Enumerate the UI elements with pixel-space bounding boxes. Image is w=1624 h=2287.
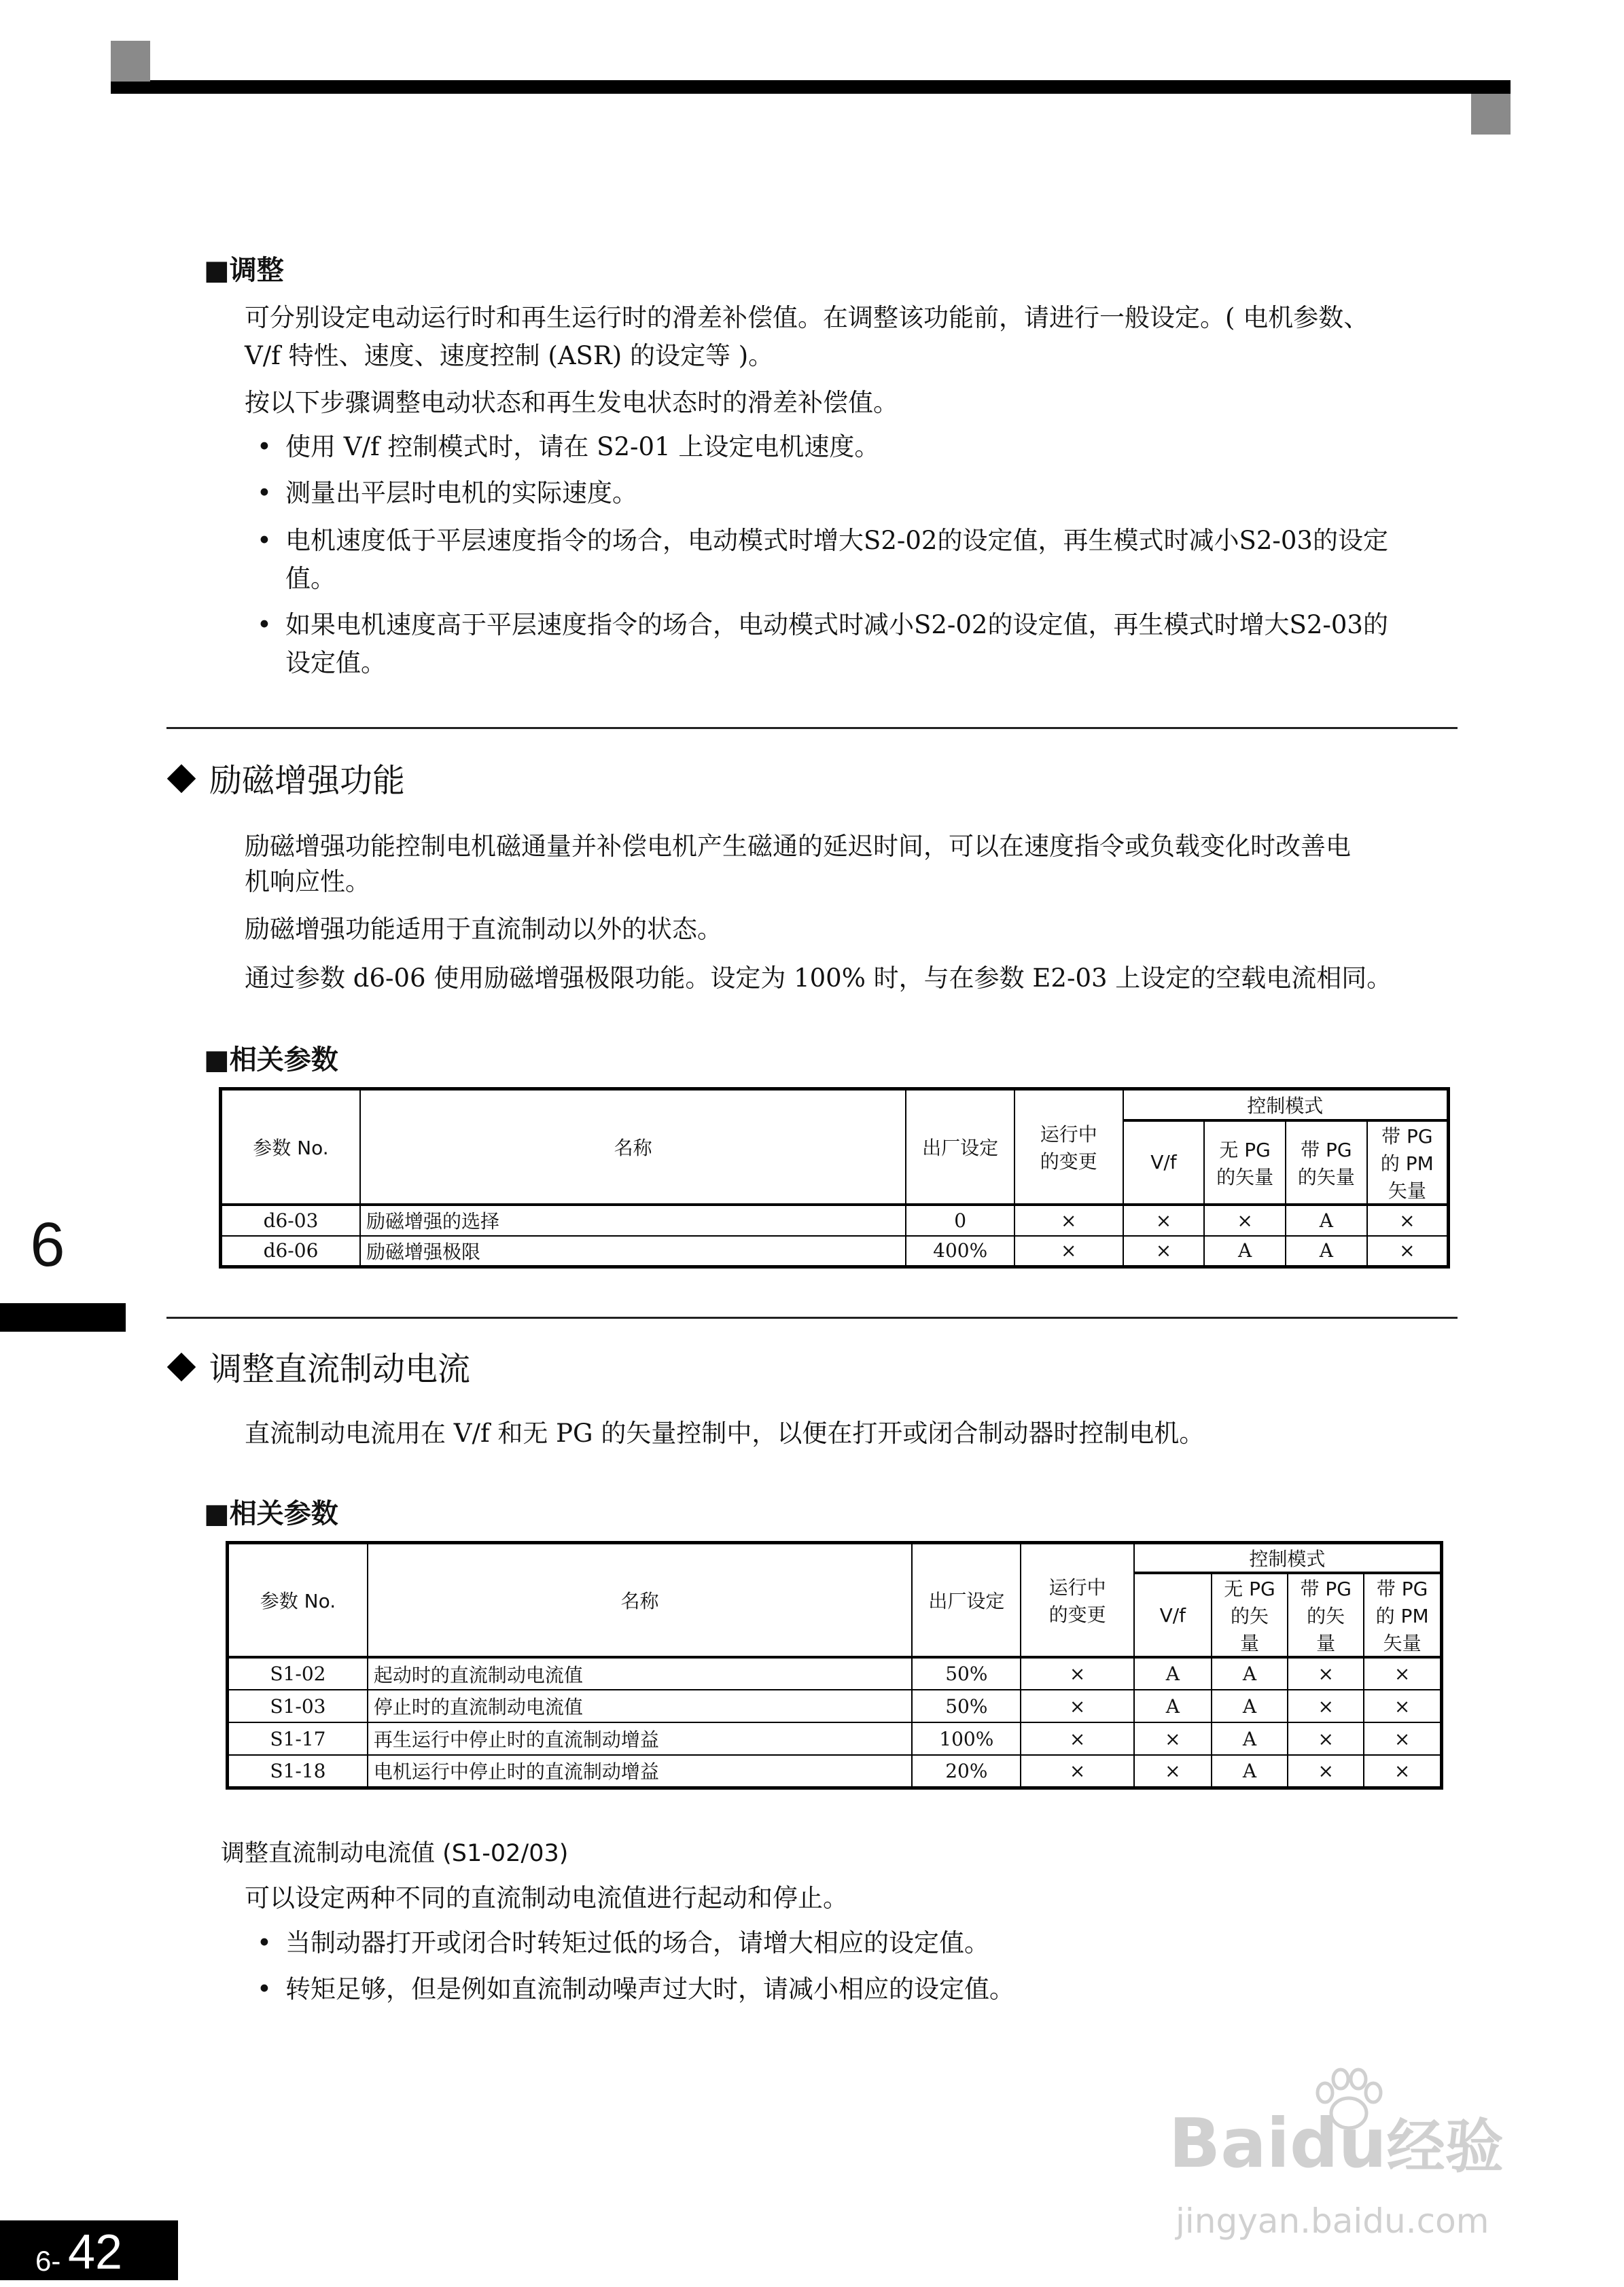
page-number <box>0 2220 178 2280</box>
boost-title <box>171 754 405 801</box>
dcbrake-subheading: 调整直流制动电流值 (S1-02/03) <box>221 1840 569 1867</box>
adjust-para1b: V/f 特性、速度、速度控制 (ASR) 的设定等 )。 <box>245 341 774 370</box>
diamond-icon <box>167 764 196 793</box>
page-number-prefix: 6- <box>35 2245 61 2277</box>
table-row: S1-18 电机运行中停止时的直流制动增益 20% × × A × × <box>228 1755 1442 1788</box>
bullet-dot: • <box>257 432 272 461</box>
boost-param-table <box>219 1087 1450 1269</box>
col-vf: V/f <box>1134 1573 1212 1657</box>
dcbrake-param-table <box>226 1541 1443 1790</box>
col-pg: 带 PG 的矢量 <box>1286 1120 1367 1205</box>
bullet-dot: • <box>257 1928 272 1957</box>
dcbrake-para2: 可以设定两种不同的直流制动电流值进行起动和停止。 <box>245 1883 848 1913</box>
bullet-dot: • <box>257 526 272 555</box>
col-factory: 出厂设定 <box>912 1543 1021 1658</box>
col-nopg: 无 PG 的矢 量 <box>1212 1573 1288 1657</box>
dcbrake-title-text: 调整直流制动电流 <box>209 1350 471 1388</box>
col-name: 名称 <box>360 1089 906 1205</box>
dcbrake-para1: 直流制动电流用在 V/f 和无 PG 的矢量控制中，以便在打开或闭合制动器时控制电机。 <box>245 1419 1205 1448</box>
boost-para1: 励磁增强功能控制电机磁通量并补偿电机产生磁通的延迟时间，可以在速度指令或负载变化时改善电 <box>245 832 1351 861</box>
adjust-bullet-1: 使用 V/f 控制模式时，请在 S2-01 上设定电机速度。 <box>285 432 880 461</box>
col-nopg: 无 PG 的矢量 <box>1204 1120 1286 1205</box>
adjust-para1: 可分别设定电动运行时和再生运行时的滑差补偿值。在调整该功能前，请进行一般设定。( 电机参数、 <box>245 303 1369 332</box>
boost-para2: 励磁增强功能适用于直流制动以外的状态。 <box>245 915 722 944</box>
section-divider <box>166 1317 1458 1319</box>
header-square-left <box>111 41 150 82</box>
table-row: d6-06 励磁增强极限 400% × × A A × <box>221 1236 1449 1267</box>
section-divider <box>166 727 1458 729</box>
dcbrake-bullet-1: 当制动器打开或闭合时转矩过低的场合，请增大相应的设定值。 <box>285 1928 989 1957</box>
col-name: 名称 <box>368 1543 912 1658</box>
diamond-icon <box>167 1353 196 1381</box>
adjust-heading: ■调整 <box>204 255 284 286</box>
bullet-dot: • <box>257 610 272 639</box>
col-change: 运行中 的变更 <box>1021 1543 1133 1658</box>
adjust-bullet-3b: 值。 <box>285 564 336 593</box>
adjust-bullet-2: 测量出平层时电机的实际速度。 <box>285 478 637 508</box>
page-number-value: 42 <box>68 2225 123 2280</box>
col-param-no: 参数 No. <box>228 1543 368 1658</box>
col-control-mode: 控制模式 <box>1123 1089 1449 1120</box>
watermark-url: jingyan.baidu.com <box>1176 2201 1489 2241</box>
col-pg: 带 PG 的矢 量 <box>1288 1573 1364 1657</box>
adjust-bullet-4b: 设定值。 <box>285 648 386 677</box>
paw-icon <box>1308 2066 1390 2133</box>
col-change: 运行中 的变更 <box>1014 1089 1123 1205</box>
chapter-tab-number: 6 <box>30 1210 65 1279</box>
bullet-dot: • <box>257 478 272 508</box>
col-param-no: 参数 No. <box>221 1089 360 1205</box>
table-row: S1-03 停止时的直流制动电流值 50% × A A × × <box>228 1690 1442 1722</box>
table-row: S1-17 再生运行中停止时的直流制动增益 100% × × A × × <box>228 1722 1442 1755</box>
table-row: d6-03 励磁增强的选择 0 × × × A × <box>221 1205 1449 1236</box>
dcbrake-title <box>171 1343 470 1389</box>
dcbrake-related-heading: ■相关参数 <box>204 1498 338 1529</box>
col-vf: V/f <box>1123 1120 1205 1205</box>
boost-title-text: 励磁增强功能 <box>209 762 406 800</box>
watermark-logo: Baidu经验 <box>1169 2104 1504 2183</box>
adjust-bullet-3: 电机速度低于平层速度指令的场合，电动模式时增大S2-02的设定值，再生模式时减小S2-03的设定 <box>285 526 1388 555</box>
col-pm: 带 PG 的 PM 矢量 <box>1367 1120 1449 1205</box>
boost-related-heading: ■相关参数 <box>204 1044 338 1076</box>
boost-para1b: 机响应性。 <box>245 867 370 896</box>
adjust-para2: 按以下步骤调整电动状态和再生发电状态时的滑差补偿值。 <box>245 388 898 417</box>
chapter-tab-bar <box>0 1303 126 1332</box>
bullet-dot: • <box>257 1974 272 2004</box>
adjust-bullet-4: 如果电机速度高于平层速度指令的场合，电动模式时减小S2-02的设定值，再生模式时增大S2-03的 <box>285 610 1388 639</box>
dcbrake-bullet-2: 转矩足够，但是例如直流制动噪声过大时，请减小相应的设定值。 <box>285 1974 1014 2004</box>
boost-para3: 通过参数 d6-06 使用励磁增强极限功能。设定为 100% 时，与在参数 E2-03 上设定的空载电流相同。 <box>245 963 1392 993</box>
col-control-mode: 控制模式 <box>1134 1543 1442 1574</box>
header-rule <box>111 80 1511 94</box>
table-row: S1-02 起动时的直流制动电流值 50% × A A × × <box>228 1657 1442 1690</box>
header-square-right <box>1471 94 1511 135</box>
col-pm: 带 PG 的 PM 矢量 <box>1364 1573 1441 1657</box>
col-factory: 出厂设定 <box>906 1089 1014 1205</box>
